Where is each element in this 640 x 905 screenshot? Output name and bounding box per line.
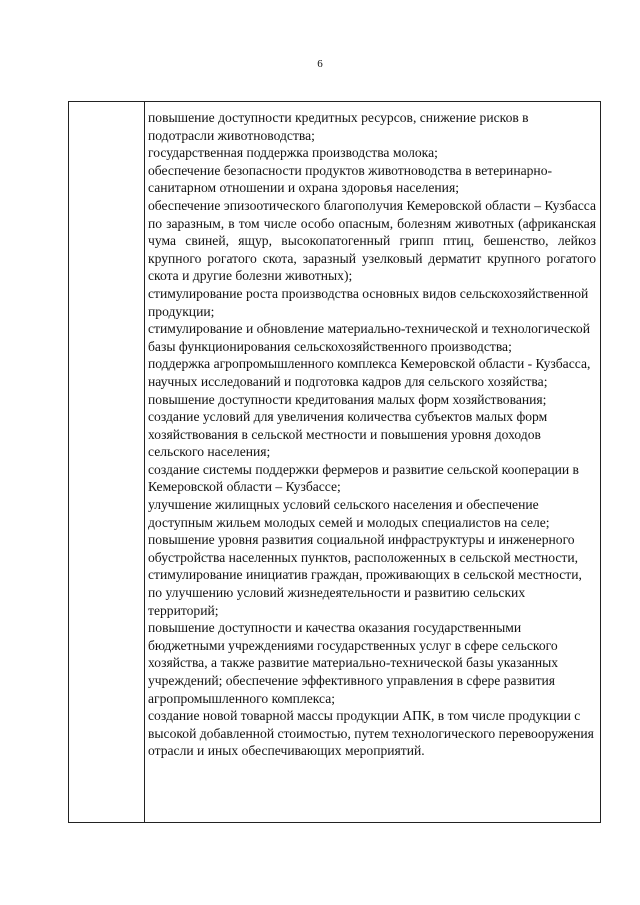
goal-paragraph: повышение доступности кредитования малых форм хозяйствования; (148, 391, 547, 407)
goal-paragraph: стимулирование роста производства основных видов сельскохозяйственной продукции; (148, 285, 589, 319)
goal-paragraph: повышение доступности и качества оказания государственными бюджетными учреждениями государственных услуг в сфере сельского хозяйства, а также развитие материально-технической базы указанных учреждений; обеспечение эффективного управления в сфере развития агропромышленного комплекса; (148, 620, 559, 706)
goal-paragraph: создание новой товарной массы продукции АПК, в том числе продукции с высокой добавленной стоимостью, путем технологического перевооружения отрасли и иных обеспечивающих мероприятий. (148, 708, 594, 759)
goal-paragraph: улучшение жилищных условий сельского населения и обеспечение доступным жильем молодых семей и молодых специалистов на селе; (148, 497, 550, 530)
goal-paragraph: государственная поддержка производства молока; (148, 145, 438, 161)
goal-paragraph: поддержка агропромышленного комплекса Кемеровской области - Кузбасса, научных исследований и подготовка кадров для сельского хозяйства; (148, 356, 591, 389)
goal-paragraph: повышение уровня развития социальной инфраструктуры и инженерного обустройства населенных пунктов, расположенных в сельской местности, стимулирование инициатив граждан, проживающих в сельской местности, по улучшению условий жизнедеятельности и развитию сельских территорий; (148, 532, 582, 618)
goal-paragraph: обеспечение эпизоотического благополучия Кемеровской области – Кузбасса по заразным, в том числе особо опасным, болезням животных (африканская чума свиней, ящур, высокопатогенный грипп птиц, бешенство, лейкоз крупного рогатого скота, заразный узелковый дерматит крупного рогатого скота и другие болезни животных); (148, 197, 596, 284)
goal-paragraph: обеспечение безопасности продуктов животноводства в ветеринарно-санитарном отношении и охрана здоровья населения; (148, 162, 553, 196)
goal-paragraph: стимулирование и обновление материально-технической и технологической базы функционирования сельскохозяйственного производства; (148, 321, 591, 354)
goal-paragraph: повышение доступности кредитных ресурсов, снижение рисков в подотрасли животноводства; (148, 110, 529, 143)
table-right-cell (145, 102, 600, 822)
goal-paragraph: создание системы поддержки фермеров и развитие сельской кооперации в Кемеровской области – Кузбассе; (148, 461, 579, 495)
page-number: 6 (317, 58, 323, 70)
table-left-cell (69, 102, 145, 822)
document-table (68, 101, 601, 823)
goal-paragraph: создание условий для увеличения количества субъектов малых форм хозяйствования в сельской местности и повышения уровня доходов сельского населения; (148, 409, 548, 460)
